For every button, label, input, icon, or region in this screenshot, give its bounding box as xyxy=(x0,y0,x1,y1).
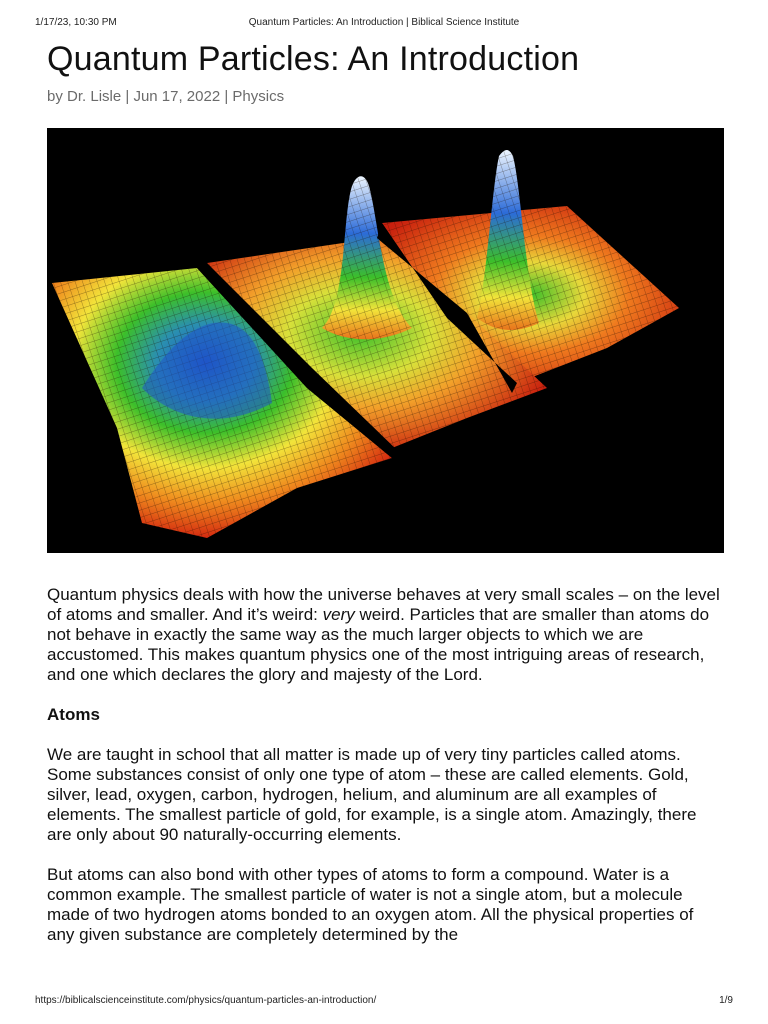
print-page-number: 1/9 xyxy=(719,995,733,1006)
hero-image xyxy=(47,128,724,553)
paragraph-compounds: But atoms can also bond with other types of atoms to form a compound. Water is a common example. The smallest particle of water is not a single atom, but a molecule made of two hydrogen atoms bonded to an oxygen atom. All the physical properties of any given substance are completely determined by the xyxy=(47,865,694,944)
section-heading-atoms: Atoms xyxy=(47,705,100,724)
author-link[interactable]: Dr. Lisle xyxy=(67,88,122,105)
category-link[interactable]: Physics xyxy=(232,88,285,105)
byline-separator: | xyxy=(220,88,233,105)
paragraph-elements: We are taught in school that all matter is made up of very tiny particles called atoms. Some substances consist of only one type of atom – these are called elements. Gold, silver, lead, oxygen, carbon, hydrogen, helium, and aluminum are all examples of elements. The smallest particle of gold, for example, is a single atom. Amazingly, there are only about 90 naturally-occurring elements. xyxy=(47,745,697,844)
byline xyxy=(47,88,284,105)
article-title: Quantum Particles: An Introduction xyxy=(47,40,580,78)
byline-separator: | xyxy=(121,88,134,105)
quantum-peaks-illustration xyxy=(47,128,724,553)
intro-emphasis: very xyxy=(322,605,355,624)
print-page-title: Quantum Particles: An Introduction | Biblical Science Institute xyxy=(248,17,520,28)
print-url: https://biblicalscienceinstitute.com/physics/quantum-particles-an-introduction/ xyxy=(35,995,377,1006)
print-datetime: 1/17/23, 10:30 PM xyxy=(35,17,117,28)
intro-text-2: weird. Particles that are smaller than atoms do not behave in exactly the same way as the much larger objects to which we are accustomed. This makes quantum physics one of the most intriguing areas of research, and one which declares the glory and majesty of the Lord. xyxy=(47,605,710,684)
print-footer xyxy=(0,995,768,1007)
byline-prefix: by xyxy=(47,88,68,105)
publish-date: Jun 17, 2022 xyxy=(133,88,221,105)
print-header xyxy=(0,17,768,29)
intro-text-1: Quantum physics deals with how the universe behaves at very small scales – on the level of atoms and smaller. And it’s weird: xyxy=(47,585,720,624)
intro-paragraph xyxy=(47,585,723,685)
article-body xyxy=(47,585,723,965)
